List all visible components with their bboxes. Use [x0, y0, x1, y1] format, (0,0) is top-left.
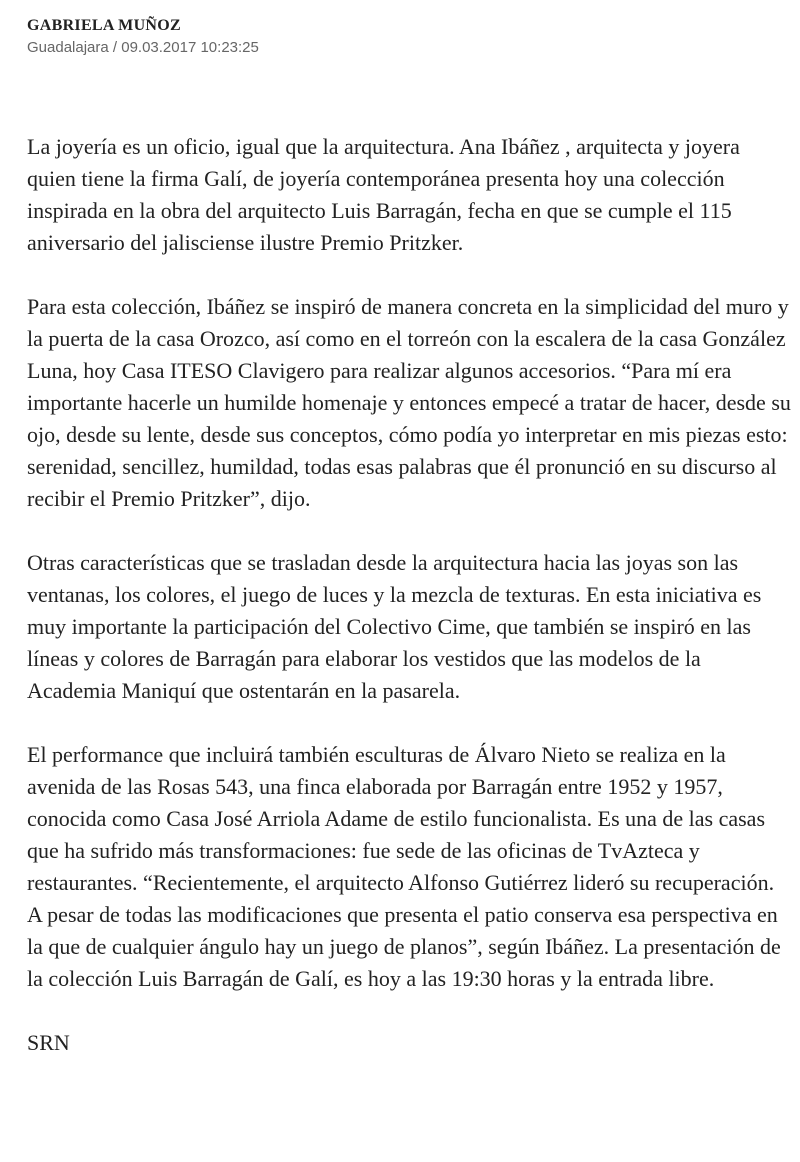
article — [27, 0, 792, 1059]
paragraph: Para esta colección, Ibáñez se inspiró de manera concreta en la simplicidad del muro y la puerta de la casa Orozco, así como en el torreón con la escalera de la casa González Luna, hoy Casa ITESO Clavigero para realizar algunos accesorios. “Para mí era importante hacerle un humilde homenaje y entonces empecé a tratar de hacer, desde su ojo, desde su lente, desde sus conceptos, cómo podía yo interpretar en mis piezas esto: serenidad, sencillez, humildad, todas esas palabras que él pronunció en su discurso al recibir el Premio Pritzker”, dijo. — [27, 294, 791, 511]
article-body — [27, 131, 792, 1059]
paragraph: El performance que incluirá también esculturas de Álvaro Nieto se realiza en la avenida de las Rosas 543, una finca elaborada por Barragán entre 1952 y 1957, conocida como Casa José Arriola Adame de estilo funcionalista. Es una de las casas que ha sufrido más transformaciones: fue sede de las oficinas de TvAzteca y restaurantes. “Recientemente, el arquitecto Alfonso Gutiérrez lideró su recuperación. A pesar de todas las modificaciones que presenta el patio conserva esa perspectiva en la que de cualquier ángulo hay un juego de planos”, según Ibáñez. La presentación de la colección Luis Barragán de Galí, es hoy a las 19:30 horas y la entrada libre. — [27, 742, 781, 991]
author-name[interactable]: GABRIELA MUÑOZ — [27, 17, 181, 34]
location-timestamp: Guadalajara / 09.03.2017 10:23:25 — [27, 39, 259, 56]
signature: SRN — [27, 1030, 70, 1055]
paragraph: Otras características que se trasladan desde la arquitectura hacia las joyas son las ventanas, los colores, el juego de luces y la mezcla de texturas. En esta iniciativa es muy importante la participación del Colectivo Cime, que también se inspiró en las líneas y colores de Barragán para elaborar los vestidos que las modelos de la Academia Maniquí que ostentarán en la pasarela. — [27, 550, 762, 703]
paragraph: La joyería es un oficio, igual que la arquitectura. Ana Ibáñez , arquitecta y joyera quien tiene la firma Galí, de joyería contemporánea presenta hoy una colección inspirada en la obra del arquitecto Luis Barragán, fecha en que se cumple el 115 aniversario del jalisciense ilustre Premio Pritzker. — [27, 134, 740, 255]
byline — [27, 17, 792, 58]
